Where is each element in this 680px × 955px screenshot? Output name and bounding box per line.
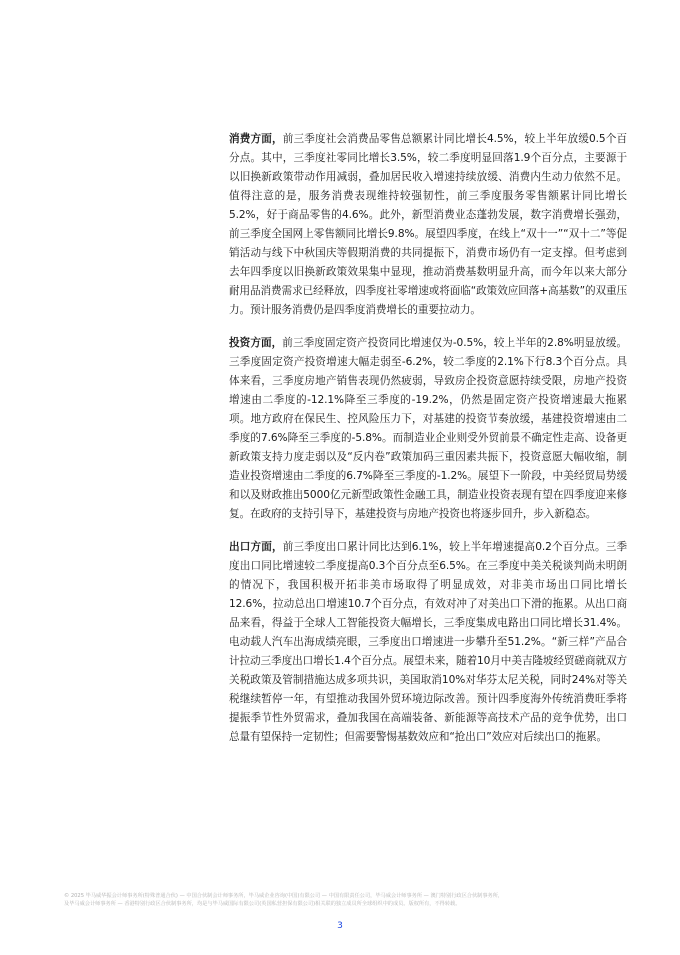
investment-text: 前三季度固定资产投资同比增速仅为-0.5%，较上半年的2.8%明显放缓。三季度固定资产投资增速大幅走弱至-6.2%，较二季度的2.1%下行8.3个百分点。具体来看，三季度房地产销售表现仍然疲弱，导致房企投资意愿持续受限，房地产投资增速由二季度的-12.1%降至三季度的-19.2%，仍然是固定资产投资增速最大拖累项。地方政府在保民生、控风险压力下，对基建的投资节奏放缓，基建投资增速由二季度的7.6%降至三季度的-5.8%。而制造业企业则受外贸前景不确定性走高、设备更新政策支持力度走弱以及“反内卷”政策加码三重因素共振下，投资意愿大幅收缩，制造业投资增速由二季度的6.7%降至三季度的-1.2%。展望下一阶段，中美经贸局势缓和以及财政推出5000亿元新型政策性金融工具，制造业投资表现有望在四季度迎来修复。在政府的支持引导下，基建投资与房地产投资也将逐步回升，步入新稳态。 xyxy=(229,337,627,520)
consumption-text: 前三季度社会消费品零售总额累计同比增长4.5%，较上半年放缓0.5个百分点。其中，三季度社零同比增长3.5%，较二季度明显回落1.9个百分点，主要源于以旧换新政策带动作用减弱，叠加居民收入增速持续放缓、消费内生动力依然不足。值得注意的是，服务消费表现维持较强韧性，前三季度服务零售额累计同比增长5.2%，好于商品零售的4.6%。此外，新型消费业态蓬勃发展，数字消费增长强劲，前三季度全国网上零售额同比增长9.8%。展望四季度，在线上“双十一”“双十二”等促销活动与线下中秋国庆等假期消费的共同提振下，消费市场仍有一定支撑。但考虑到去年四季度以旧换新政策效果集中显现，推动消费基数明显升高，而今年以来大部分耐用品消费需求已经释放，四季度社零增速或将面临“政策效应回落+高基数”的双重压力。预计服务消费仍是四季度消费增长的重要拉动力。 xyxy=(229,133,628,316)
export-text: 前三季度出口累计同比达到6.1%，较上半年增速提高0.2个百分点。三季度出口同比增速较二季度提高0.3个百分点至6.5%。在三季度中美关税谈判尚未明朗的情况下，我国积极开拓非美市场取得了明显成效，对非美市场出口同比增长12.6%，拉动总出口增速10.7个百分点，有效对冲了对美出口下滑的拖累。从出口商品来看，得益于全球人工智能投资大幅增长，三季度集成电路出口同比增长31.4%。电动载人汽车出海成绩亮眼，三季度出口增速进一步攀升至51.2%。“新三样”产品合计拉动三季度出口增长1.4个百分点。展望未来，随着10月中美吉隆坡经贸磋商就双方关税政策及管制措施达成多项共识，美国取消10%对华芬太尼关税，同时24%对等关税继续暂停一年，有望推动我国外贸环境边际改善。预计四季度海外传统消费旺季将提振季节性外贸需求，叠加我国在高端装备、新能源等高技术产品的竞争优势，出口总量有望保持一定韧性；但需要警惕基数效应和“抢出口”效应对后续出口的拖累。 xyxy=(229,541,628,743)
copyright-line-1: © 2025 毕马威华振会计师事务所(特殊普通合伙) — 中国合伙制会计师事务所，毕马威企业咨询(中国)有限公司 — 中国有限责任公司，毕马威会计师事务所 — 澳门特别行政区合伙制事务所， xyxy=(64,893,504,899)
consumption-paragraph xyxy=(229,130,627,320)
main-content xyxy=(229,130,627,761)
export-paragraph xyxy=(229,538,627,747)
investment-heading: 投资方面， xyxy=(229,337,283,349)
export-heading: 出口方面， xyxy=(229,541,283,553)
consumption-heading: 消费方面， xyxy=(229,133,283,145)
copyright-footer xyxy=(64,893,624,908)
investment-paragraph xyxy=(229,334,627,524)
copyright-line-2: 及毕马威会计师事务所 — 香港特别行政区合伙制事务所，均是与毕马威国际有限公司(英国私营担保有限公司)相关联的独立成员所全球组织中的成员。版权所有，不得转载。 xyxy=(64,900,461,907)
page-number: 3 xyxy=(337,921,343,931)
